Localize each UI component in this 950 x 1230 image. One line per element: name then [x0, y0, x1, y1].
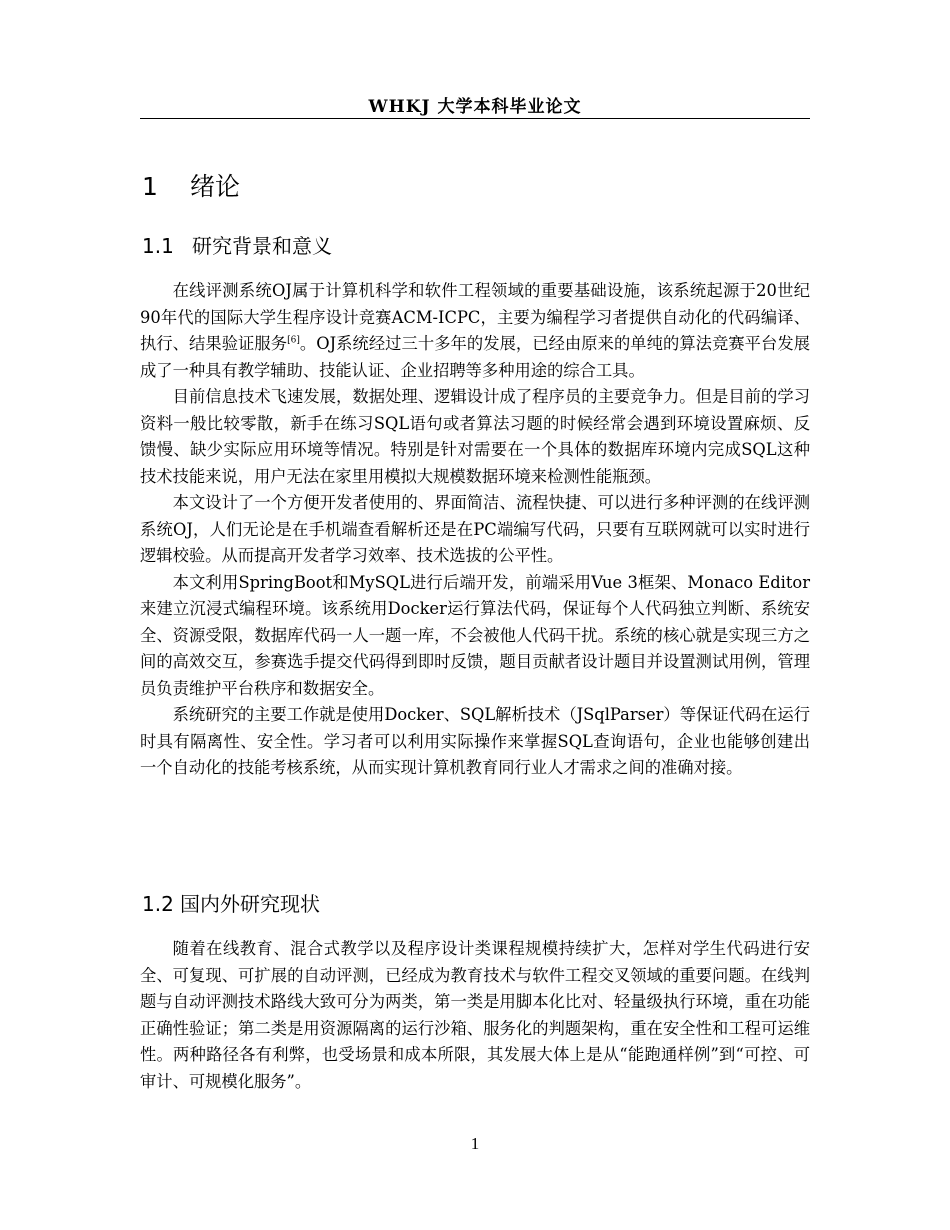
section-heading-1-1	[142, 230, 332, 259]
chapter-title: 绪论	[190, 172, 241, 201]
paragraph: 目前信息技术飞速发展，数据处理、逻辑设计成了程序员的主要竞争力。但是目前的学习资料一般比较零散，新手在练习SQL语句或者算法习题的时候经常会遇到环境设置麻烦、反馈慢、缺少实际应用环境等情况。特别是针对需要在一个具体的数据库环境内完成SQL这种技术技能来说，用户无法在家里用模拟大规模数据环境来检测性能瓶颈。	[140, 387, 810, 486]
chapter-heading	[142, 167, 240, 203]
header-rule	[140, 118, 810, 119]
paragraph: 本文设计了一个方便开发者使用的、界面简洁、流程快捷、可以进行多种评测的在线评测系统OJ，人们无论是在手机端查看解析还是在PC端编写代码，只要有互联网就可以实时进行逻辑校验。从而提高开发者学习效率、技术选拔的公平性。	[140, 493, 810, 565]
paragraph: 本文利用SpringBoot和MySQL进行后端开发，前端采用Vue 3框架、Monaco Editor来建立沉浸式编程环境。该系统用Docker运行算法代码，保证每个人代码独立判断、系统安全、资源受限，数据库代码一人一题一库，不会被他人代码干扰。系统的核心就是实现三方之间的高效交互，参赛选手提交代码得到即时反馈，题目贡献者设计题目并设置测试用例，管理员负责维护平台秩序和数据安全。	[140, 572, 810, 698]
running-header: WHKJ 大学本科毕业论文	[368, 97, 582, 117]
paragraph: 随着在线教育、混合式教学以及程序设计类课程规模持续扩大，怎样对学生代码进行安全、可复现、可扩展的自动评测，已经成为教育技术与软件工程交叉领域的重要问题。在线判题与自动评测技术路线大致可分为两类，第一类是用脚本化比对、轻量级执行环境，重在功能正确性验证；第二类是用资源隔离的运行沙箱、服务化的判题架构，重在安全性和工程可运维性。两种路径各有利弊，也受场景和成本所限，其发展大体上是从“能跑通样例”到“可控、可审计、可规模化服务”。	[140, 939, 810, 1091]
citation: [6]	[287, 335, 300, 346]
section-number: 1.2	[142, 892, 174, 916]
section-1-2-body	[140, 936, 810, 1095]
section-heading-1-2	[142, 888, 320, 917]
section-title: 国内外研究现状	[180, 892, 320, 916]
paragraph: 在线评测系统OJ属于计算机科学和软件工程领域的重要基础设施，该系统起源于20世纪90年代的国际大学生程序设计竞赛ACM-ICPC，主要为编程学习者提供自动化的代码编译、执行、结果验证服务[6]。OJ系统经过三十多年的发展，已经由原来的单纯的算法竞赛平台发展成了一种具有教学辅助、技能认证、企业招聘等多种用途的综合工具。	[140, 281, 810, 380]
paragraph: 系统研究的主要工作就是使用Docker、SQL解析技术（JSqlParser）等保证代码在运行时具有隔离性、安全性。学习者可以利用实际操作来掌握SQL查询语句，企业也能够创建出一个自动化的技能考核系统，从而实现计算机教育同行业人才需求之间的准确对接。	[140, 705, 810, 777]
page-number: 1	[470, 1134, 480, 1153]
chapter-number: 1	[142, 172, 158, 201]
section-number: 1.1	[142, 234, 174, 258]
section-title: 研究背景和意义	[192, 234, 332, 258]
section-1-1-body	[140, 278, 810, 782]
